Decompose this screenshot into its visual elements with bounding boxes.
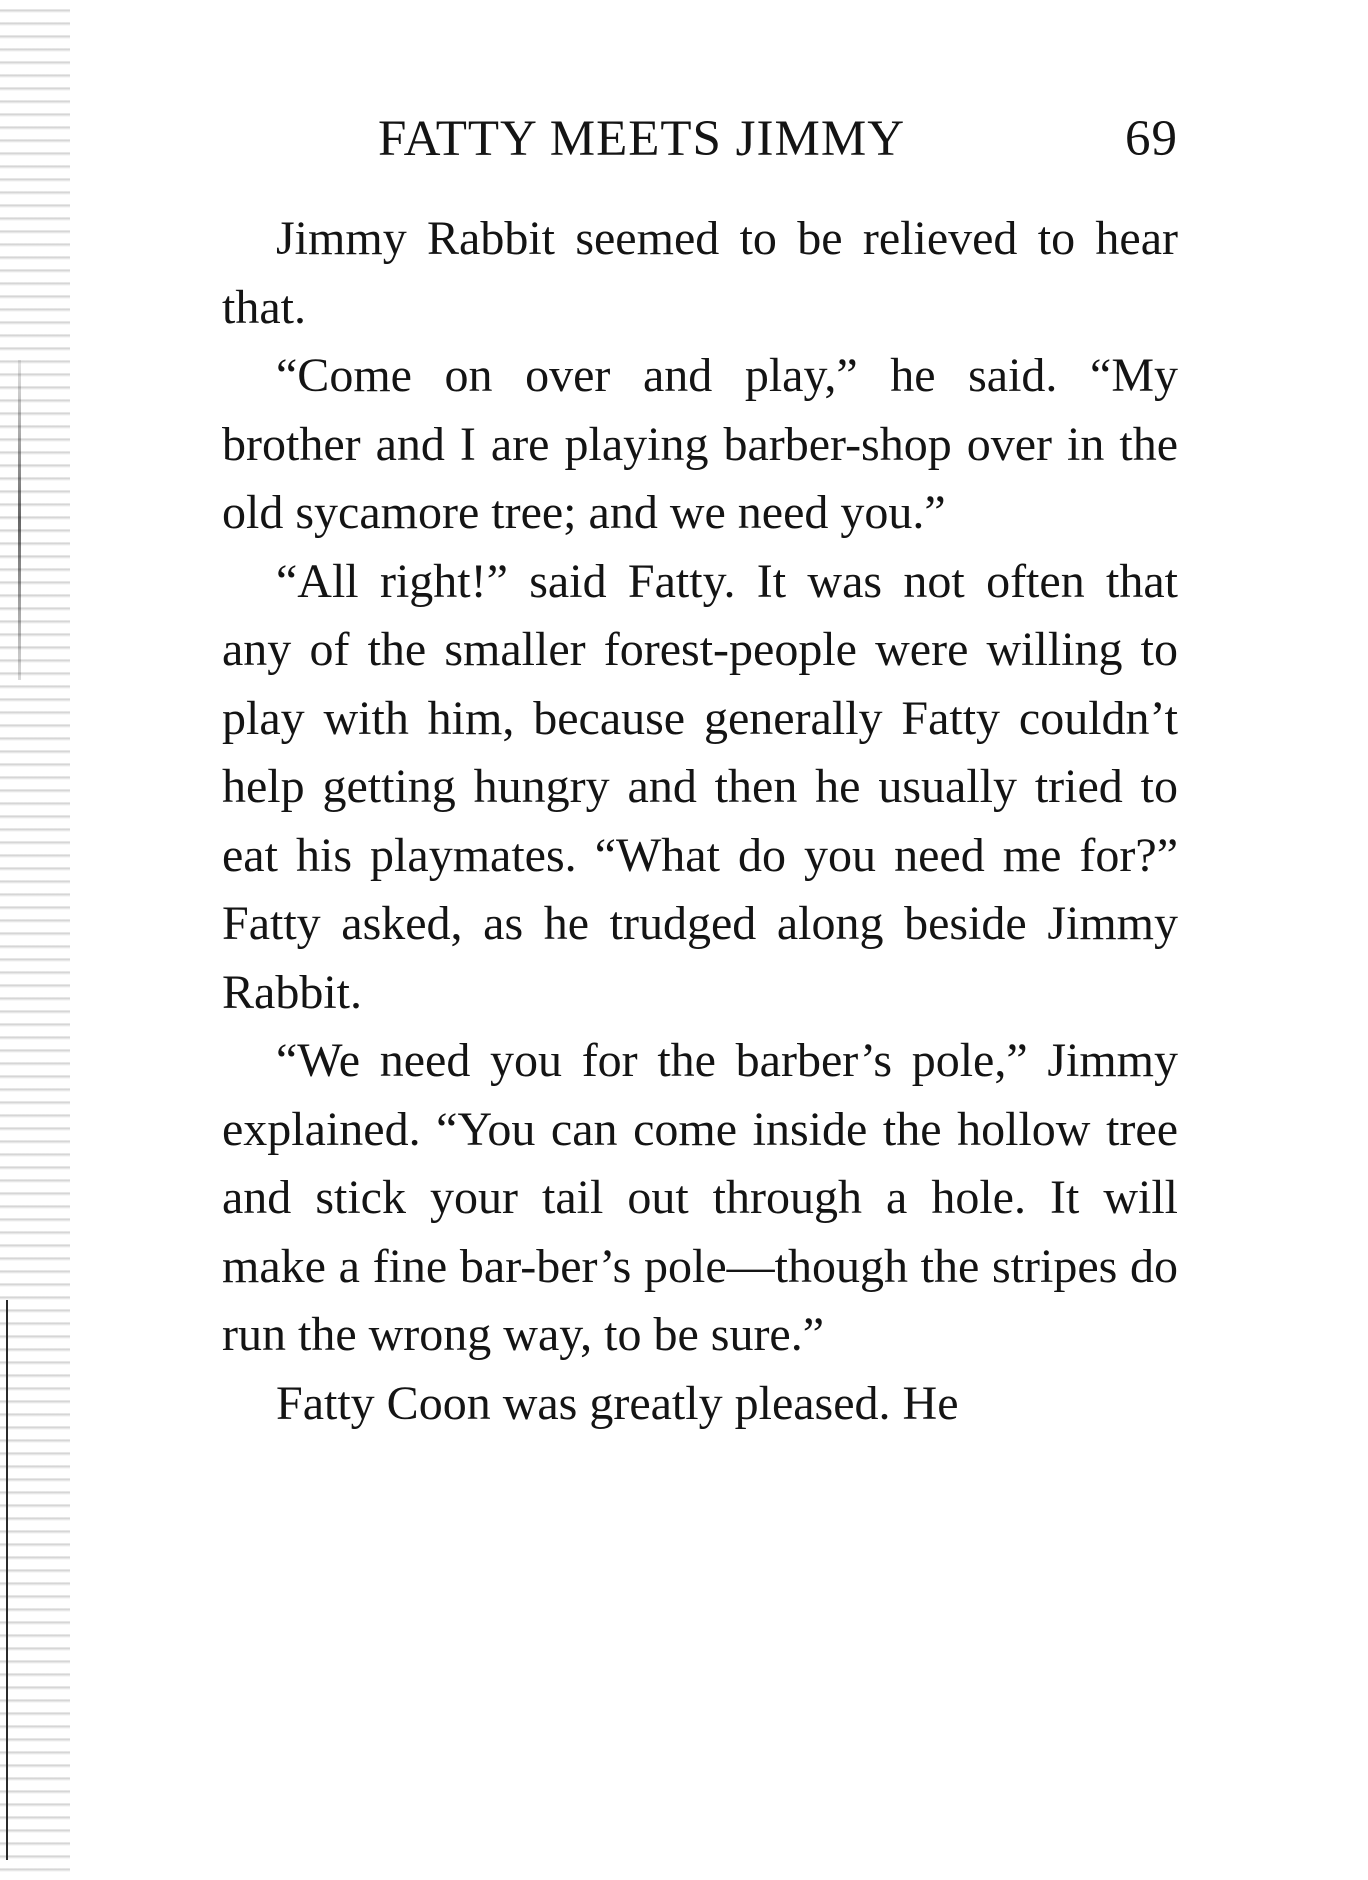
paragraph: “All right!” said Fatty. It was not often that any of the smaller forest-people were willing to play with him, because generally Fatty couldn’t help getting hungry and then he usually tried to eat his playmates. “What do you need me for?” Fatty asked, as he trudged along beside Jimmy Rabbit.: [222, 554, 1178, 1019]
page-number: 69: [1125, 111, 1178, 167]
running-header: [378, 110, 1178, 180]
chapter-title: FATTY MEETS JIMMY: [378, 111, 906, 167]
binding-shadow: [18, 360, 21, 680]
binding-line: [6, 1300, 8, 1860]
paragraph: Fatty Coon was greatly pleased. He: [276, 1376, 959, 1430]
paragraph: Jimmy Rabbit seemed to be relieved to hear that.: [222, 212, 1178, 334]
binding-edge: [0, 0, 70, 1880]
paragraph: “We need you for the barber’s pole,” Jimmy explained. “You can come inside the hollow tree and stick your tail out through a hole. It will make a fine bar-ber’s pole—though the stripes do run the wrong way, to be sure.”: [222, 1034, 1178, 1361]
body-text: [222, 205, 1178, 1438]
paragraph: “Come on over and play,” he said. “My brother and I are playing barber-shop over in the old sycamore tree; and we need you.”: [222, 349, 1178, 539]
